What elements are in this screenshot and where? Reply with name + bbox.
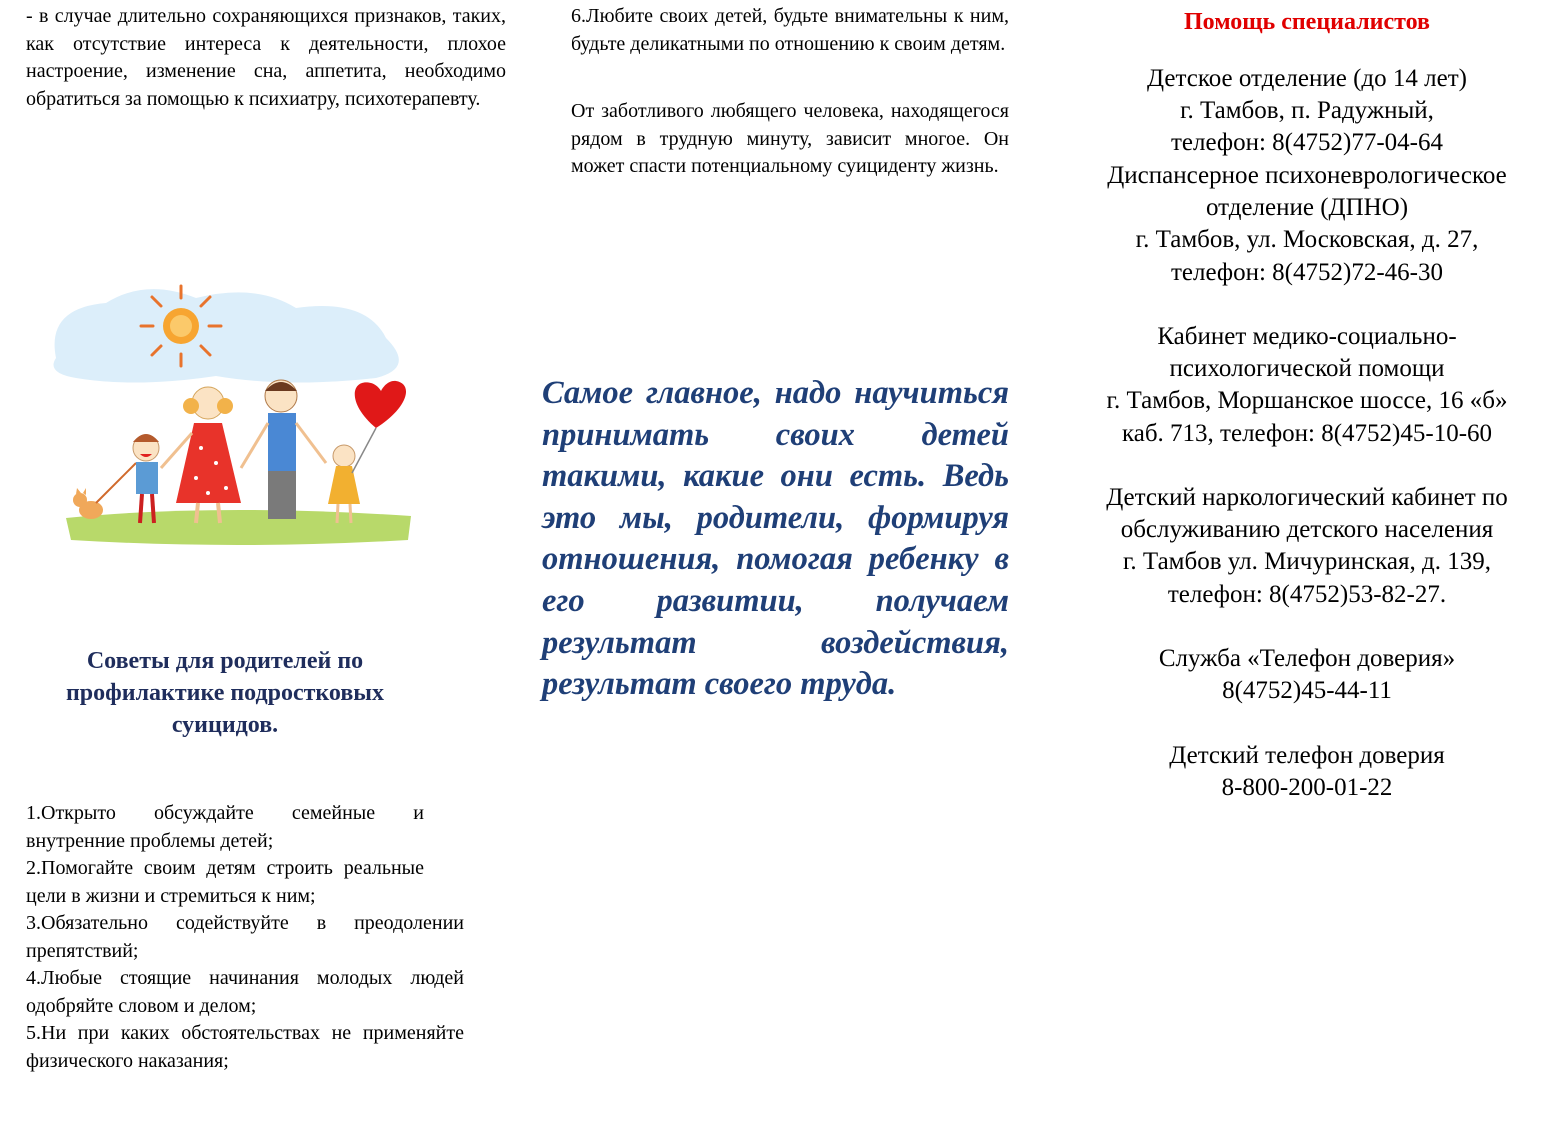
tip-item: 5.Ни при каких обстоятельствах не применяйте физического наказания; — [26, 1022, 464, 1072]
tips-list — [26, 800, 464, 1075]
main-quote: Самое главное, надо научиться принимать своих детей такими, какие они есть. Ведь это мы, родители, формируя отношения, помогая ребенку в его развитии, получаем результат воздействия, результат своего труда. — [542, 375, 1009, 703]
tip-item: 2.Помогайте своим детям строить реальные цели в жизни и стремиться к ним; — [26, 857, 424, 907]
tip-item: 1.Открыто обсуждайте семейные и внутренние проблемы детей; — [26, 802, 424, 852]
tip-item: 4.Любые стоящие начинания молодых людей одобряйте словом и делом; — [26, 967, 464, 1017]
sun-icon — [141, 286, 221, 366]
boy-figure — [133, 434, 159, 523]
heart-balloon-icon — [355, 381, 406, 428]
support-paragraph: От заботливого любящего человека, находящегося рядом в трудную минуту, зависит многое. Он может спасти потенциальному суициденту жизнь. — [571, 100, 1009, 177]
help-title: Помощь специалистов — [1184, 9, 1430, 35]
contact-children-trust-line: Детский телефон доверия 8-800-200-01-22 — [1169, 742, 1445, 802]
tip-item: 3.Обязательно содействуйте в преодолении препятствий; — [26, 912, 464, 962]
advice-title: Советы для родителей по профилактике подростковых суицидов. — [65, 648, 385, 738]
contact-dpno: Диспансерное психоневрологическое отделение (ДПНО) г. Тамбов, ул. Московская, д. 27, телефон: 8(4752)72-46-30 — [1107, 162, 1507, 286]
contact-children-department: Детское отделение (до 14 лет) г. Тамбов, п. Радужный, телефон: 8(4752)77-04-64 — [1147, 65, 1467, 157]
intro-paragraph: - в случае длительно сохраняющихся признаков, таких, как отсутствие интереса к деятельности, плохое настроение, изменение сна, аппетита, необходимо обратиться за помощью к психиатру, психотерапевту. — [26, 5, 506, 110]
family-illustration — [36, 278, 416, 550]
cat-icon — [73, 488, 103, 519]
girl-figure — [328, 428, 376, 523]
father-figure — [241, 380, 326, 519]
contact-trust-line: Служба «Телефон доверия» 8(4752)45-44-11 — [1158, 645, 1456, 705]
mother-figure — [161, 387, 241, 523]
contact-medical-social-office: Кабинет медико-социально- психологической помощи г. Тамбов, Моршанское шоссе, 16 «б» каб. 713, телефон: 8(4752)45-10-60 — [1106, 323, 1508, 447]
contact-narcology-office: Детский наркологический кабинет по обслуживанию детского населения г. Тамбов ул. Мичуринская, д. 139, телефон: 8(4752)53-82-27. — [1106, 484, 1508, 608]
tip-item-6: 6.Любите своих детей, будьте внимательны к ним, будьте деликатными по отношению к своим детям. — [571, 5, 1009, 55]
